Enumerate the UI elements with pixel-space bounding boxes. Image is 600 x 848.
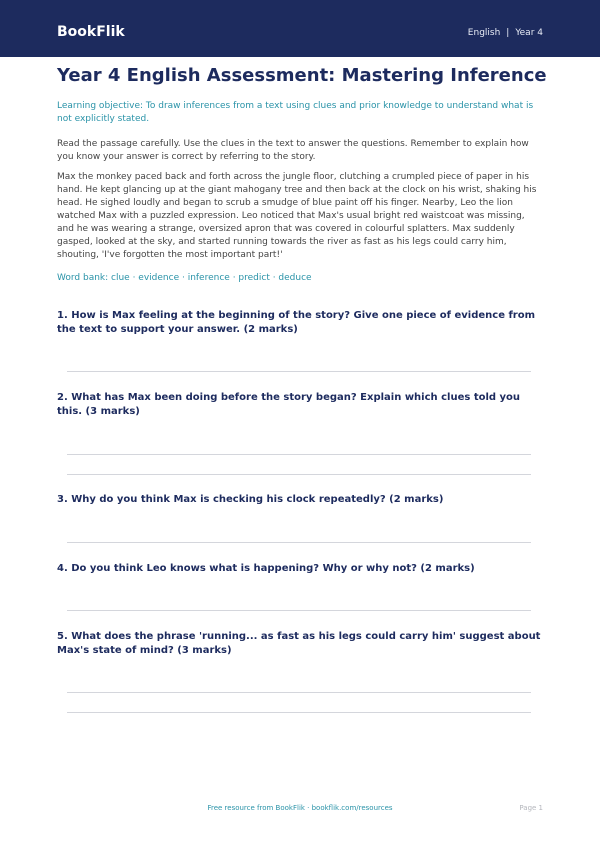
- header-meta: [468, 27, 543, 39]
- learning-objective: Learning objective: To draw inferences from a text using clues and prior knowledge to understand what is not explicitly stated.: [57, 101, 534, 124]
- question-2: 2. What has Max been doing before the story began? Explain which clues told you this. (3 marks): [57, 392, 521, 417]
- header-separator: |: [506, 28, 510, 38]
- question-4: 4. Do you think Leo knows what is happening? Why or why not? (2 marks): [57, 563, 475, 574]
- page-footer: [0, 803, 600, 815]
- answer-line[interactable]: [67, 542, 531, 543]
- brand-logo[interactable]: BookFlik: [57, 24, 125, 40]
- header-subject: English: [467, 28, 501, 38]
- answer-line[interactable]: [67, 610, 531, 611]
- question-1: 1. How is Max feeling at the beginning of the story? Give one piece of evidence from the text to support your answer. (2 marks): [57, 310, 536, 335]
- answer-line[interactable]: [67, 474, 531, 475]
- answer-line[interactable]: [67, 692, 531, 693]
- header-year: Year 4: [515, 28, 543, 38]
- answer-line[interactable]: [67, 371, 531, 372]
- page-header: [0, 0, 600, 57]
- question-5: 5. What does the phrase 'running... as fast as his legs could carry him' suggest about Max's state of mind? (3 marks): [57, 631, 541, 656]
- question-3: 3. Why do you think Max is checking his clock repeatedly? (2 marks): [57, 494, 444, 505]
- answer-line[interactable]: [67, 712, 531, 713]
- reading-passage: Max the monkey paced back and forth across the jungle floor, clutching a crumpled piece of paper in his hand. He kept glancing up at the giant mahogany tree and then back at the clock on his wrist, shaking his head. He sighed loudly and began to scrub a smudge of blue paint off his finger. Nearby, Leo the lion watched Max with a puzzled expression. Leo noticed that Max's usual bright red waistcoat was missing, and he was wearing a strange, oversized apron that was covered in colourful splatters. Max suddenly gasped, looked at the sky, and started running towards the river as fast as his legs could carry him, shouting, 'I've forgotten the most important part!': [57, 172, 537, 260]
- worksheet-content: [57, 64, 547, 285]
- instructions: Read the passage carefully. Use the clues in the text to answer the questions. Remember to explain how you know your answer is correct by referring to the story.: [57, 139, 529, 162]
- page-title: Year 4 English Assessment: Mastering Inference: [57, 65, 547, 86]
- page-number: Page 1: [519, 804, 543, 812]
- footer-resource-link[interactable]: Free resource from BookFlik · bookflik.com/resources: [207, 804, 393, 812]
- answer-line[interactable]: [67, 454, 531, 455]
- word-bank: Word bank: clue · evidence · inference · predict · deduce: [57, 273, 312, 283]
